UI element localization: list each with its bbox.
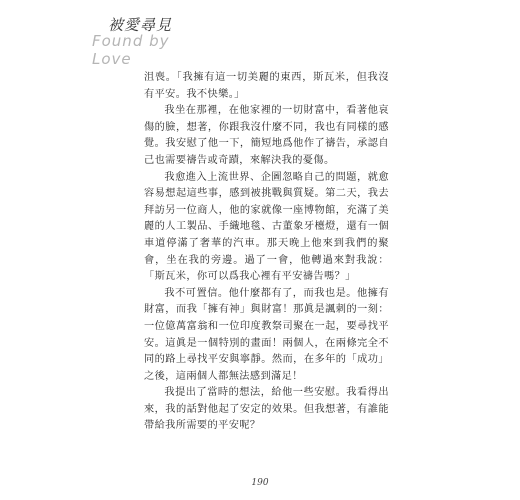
page-number: 190 bbox=[251, 478, 269, 488]
paragraph-1: 沮喪。「我擁有這一切美麗的東西，斯瓦米，但我沒有平安。我不快樂。」 bbox=[144, 72, 389, 100]
paragraph-5: 我提出了當時的想法，給他一些安慰。我看得出來，我的話對他起了安定的效果。但我想著，有誰能帶給我所需要的平安呢？ bbox=[144, 387, 389, 432]
paragraph-3: 我愈進入上流世界、企圖忽略自己的問題，就愈容易想起這些事，感到被挑戰與質疑。第二天，我去拜訪另一位商人，他的家就像一座博物館，充滿了美麗的人工製品、手織地毯、古董象牙檯燈，還有一個車道停滿了奢華的汽車。那天晚上他來到我們的聚會，坐在我的旁邊。過了一會，他轉過來對我說：「斯瓦米，你可以爲我心裡有平安禱告嗎？」 bbox=[144, 171, 389, 283]
logo-chinese-title: 被愛尋見 bbox=[108, 16, 173, 34]
paragraph-2: 我坐在那裡，在他家裡的一切財富中，看著他哀傷的臉，想著，你跟我沒什麼不同，我也有同樣的感覺。我安慰了他一下，簡短地爲他作了禱告，承認自己也需要禱告或奇蹟，來解決我的憂傷。 bbox=[144, 105, 389, 166]
page-body bbox=[144, 70, 389, 435]
paragraph-4: 我不可置信。他什麼都有了，而我也是。他擁有財富，而我「擁有神」與財富！那眞是諷刺的一刻：一位億萬富翁和一位印度教祭司聚在一起，要尋找平安。這眞是一個特別的畫面！兩個人，在兩條完全不同的路上尋找平安與寧靜。然而，在多年的「成功」之後，這兩個人都無法感到滿足！ bbox=[144, 287, 389, 382]
book-logo bbox=[92, 10, 202, 68]
logo-english-title: Found by Love bbox=[92, 32, 170, 68]
